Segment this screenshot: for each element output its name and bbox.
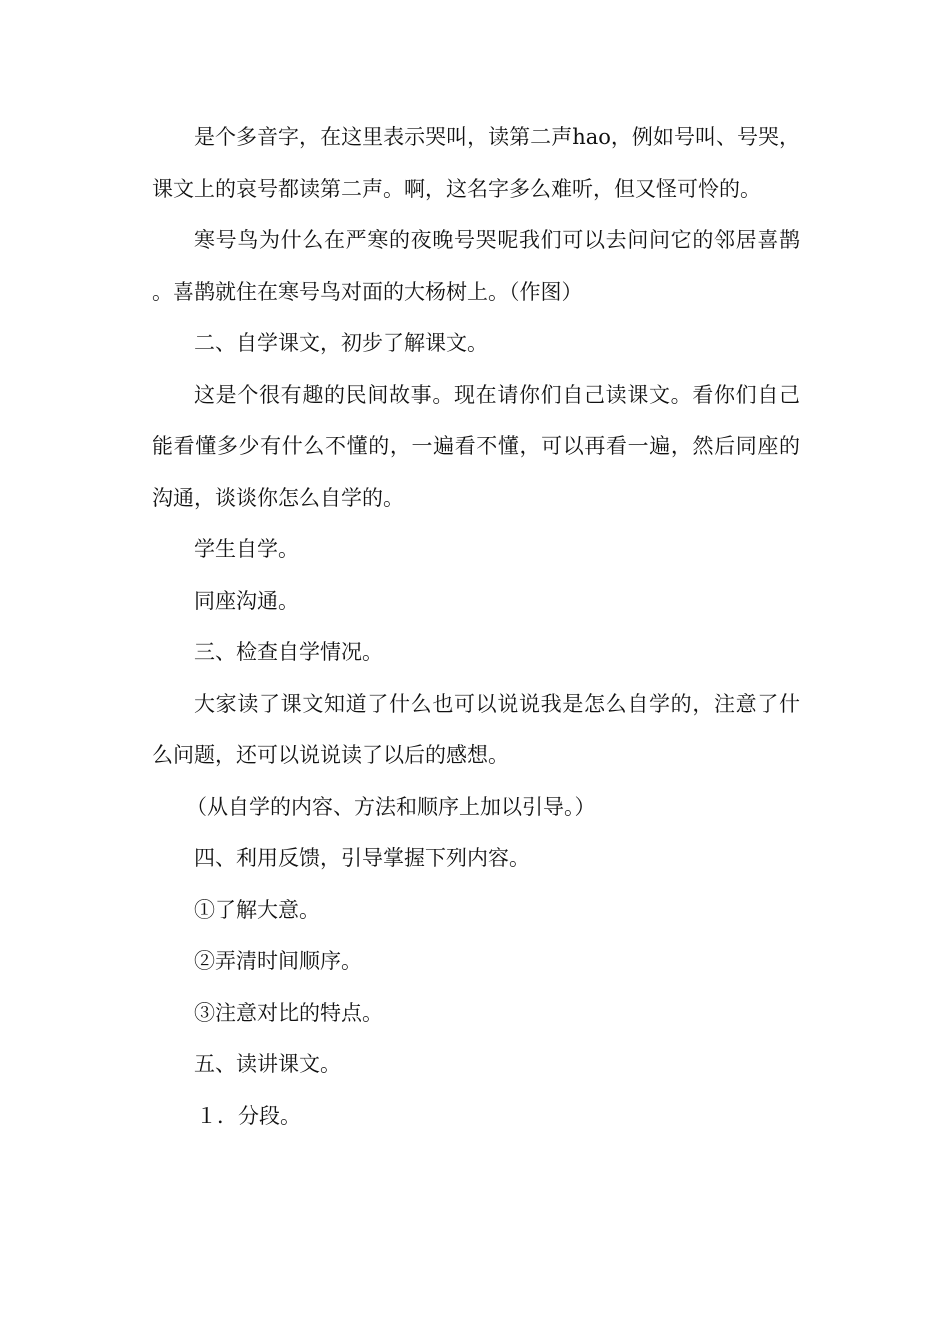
list-item-main-idea: ①了解大意。 bbox=[194, 897, 320, 922]
paragraph-discussion: 大家读了课文知道了什么也可以说说我是怎么自学的，注意了什么问题，还可以说说读了以后的感想。 bbox=[152, 691, 800, 767]
paragraph-pronunciation: 是个多音字，在这里表示哭叫，读第二声hao，例如号叫、号哭，课文上的哀号都读第二声。啊，这名字多么难听，但又怪可怜的。 bbox=[152, 125, 800, 201]
list-item-segmentation: １．分段。 bbox=[196, 1103, 301, 1128]
paragraph-read-text: 这是个很有趣的民间故事。现在请你们自己读课文。看你们自己能看懂多少有什么不懂的，一遍看不懂，可以再看一遍，然后同座的沟通，谈谈你怎么自学的。 bbox=[152, 382, 800, 510]
paragraph-desk-mates: 同座沟通。 bbox=[194, 588, 299, 613]
paragraph-magpie-question: 寒号鸟为什么在严寒的夜晚号哭呢我们可以去问问它的邻居喜鹊。喜鹊就住在寒号鸟对面的大杨树上。（作图） bbox=[152, 228, 800, 304]
section-heading-feedback: 四、利用反馈，引导掌握下列内容。 bbox=[194, 846, 530, 870]
section-heading-self-study: 二、自学课文，初步了解课文。 bbox=[194, 331, 488, 355]
paragraph-guidance-note: （从自学的内容、方法和顺序上加以引导。） bbox=[186, 794, 596, 819]
document-body bbox=[152, 112, 800, 1142]
paragraph-students-study: 学生自学。 bbox=[194, 537, 299, 561]
list-item-contrast: ③注意对比的特点。 bbox=[194, 1000, 383, 1025]
section-heading-read-explain: 五、读讲课文。 bbox=[194, 1052, 341, 1076]
section-heading-check: 三、检查自学情况。 bbox=[194, 640, 383, 664]
list-item-time-order: ②弄清时间顺序。 bbox=[194, 949, 362, 973]
